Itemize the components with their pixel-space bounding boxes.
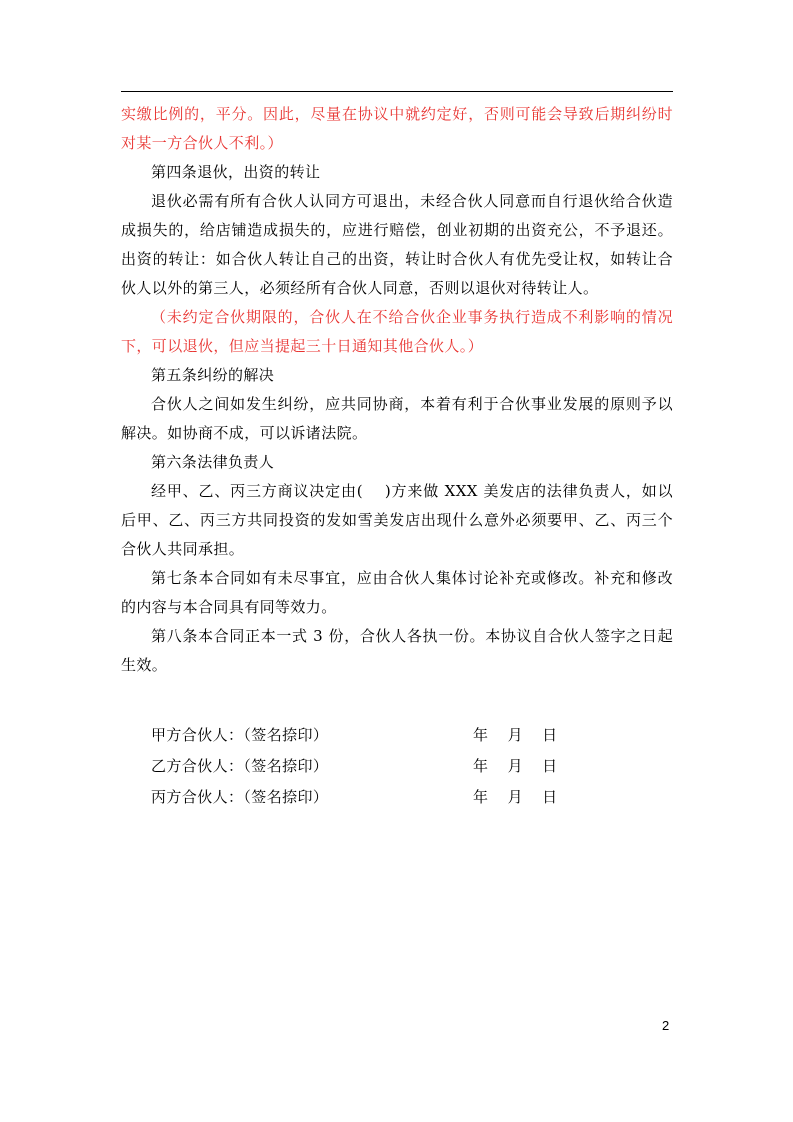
article-7-body: 第七条本合同如有未尽事宜，应由合伙人集体讨论补充或修改。补充和修改的内容与本合同具有同等效力。 (121, 569, 673, 616)
article-4-heading: 第四条退伙，出资的转让 (151, 163, 321, 181)
signature-row-party-a (121, 720, 673, 751)
page-number: 2 (662, 1018, 670, 1033)
signature-date: 年 月 日 (473, 757, 558, 775)
article-6-heading: 第六条法律负责人 (151, 453, 275, 471)
annotation-continuation: 实缴比例的，平分。因此，尽量在协议中就约定好，否则可能会导致后期纠纷时对某一方合伙人不利。） (121, 105, 673, 152)
signature-spacer (121, 680, 673, 720)
signature-date: 年 月 日 (473, 726, 558, 744)
signature-row-party-c (121, 782, 673, 813)
signature-label: 丙方合伙人：（签名捺印） (151, 788, 329, 806)
article-5-heading: 第五条纠纷的解决 (151, 366, 275, 384)
signature-row-party-b (121, 751, 673, 782)
article-4-body: 退伙必需有所有合伙人认同方可退出，未经合伙人同意而自行退伙给合伙造成损失的，给店铺造成损失的，应进行赔偿，创业初期的出资充公，不予退还。出资的转让：如合伙人转让自己的出资，转让时合伙人有优先受让权，如转让合伙人以外的第三人，必须经所有合伙人同意，否则以退伙对待转让人。 (121, 192, 673, 297)
article-8-body: 第八条本合同正本一式 3 份，合伙人各执一份。本协议自合伙人签字之日起生效。 (121, 627, 673, 674)
signature-label: 甲方合伙人：（签名捺印） (151, 726, 329, 744)
signature-label: 乙方合伙人：（签名捺印） (151, 757, 329, 775)
article-6-body: 经甲、乙、丙三方商议决定由( )方来做 XXX 美发店的法律负责人，如以后甲、乙、丙三方共同投资的发如雪美发店出现什么意外必须要甲、乙、丙三个合伙人共同承担。 (121, 482, 673, 558)
article-4-annotation: （未约定合伙期限的，合伙人在不给合伙企业事务执行造成不利影响的情况下，可以退伙，但应当提起三十日通知其他合伙人。） (121, 308, 673, 355)
document-body (121, 100, 673, 813)
article-5-body: 合伙人之间如发生纠纷，应共同协商，本着有利于合伙事业发展的原则予以解决。如协商不成，可以诉诸法院。 (121, 395, 673, 442)
header-rule (121, 91, 673, 92)
signature-date: 年 月 日 (473, 788, 558, 806)
